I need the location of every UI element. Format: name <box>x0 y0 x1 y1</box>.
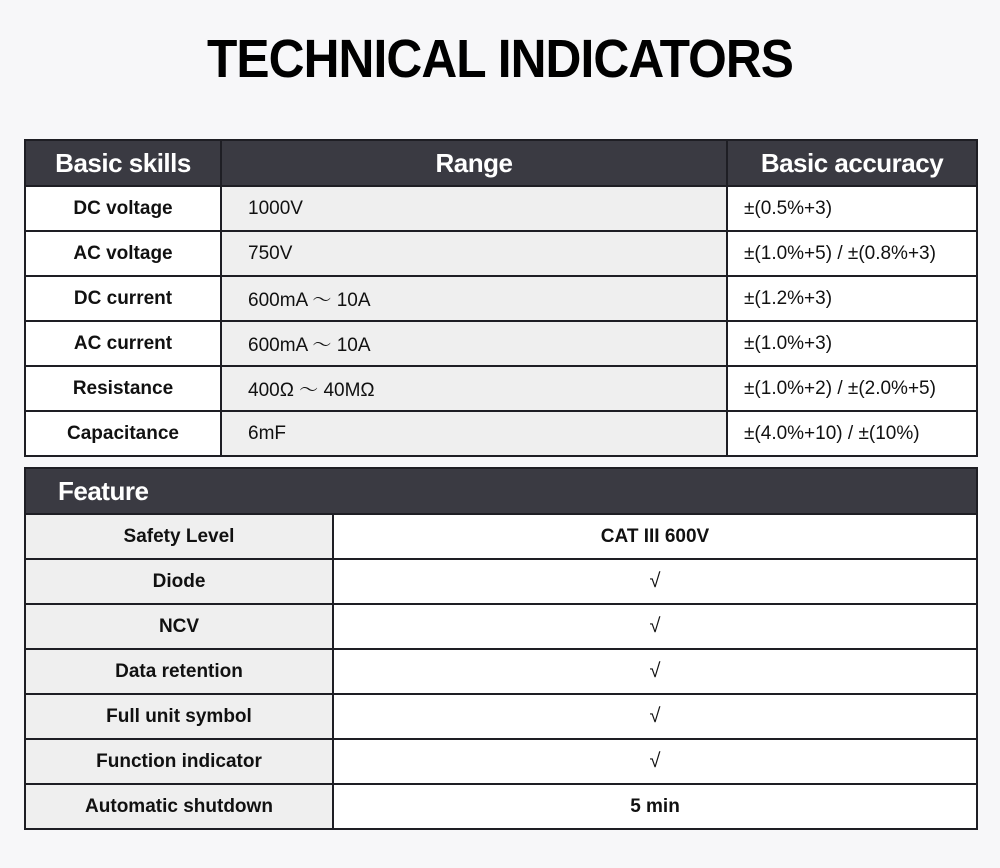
skill-cell: AC current <box>25 321 221 366</box>
feature-label: Automatic shutdown <box>25 784 333 829</box>
table-row <box>25 694 977 739</box>
features-table <box>24 467 978 830</box>
checkmark-icon: √ <box>333 694 977 739</box>
table-row <box>25 784 977 829</box>
feature-label: NCV <box>25 604 333 649</box>
checkmark-icon: √ <box>333 559 977 604</box>
table-row <box>25 231 977 276</box>
features-header-row <box>25 468 977 514</box>
accuracy-cell: ±(1.0%+5) / ±(0.8%+3) <box>727 231 977 276</box>
accuracy-cell: ±(4.0%+10) / ±(10%) <box>727 411 977 456</box>
specs-table <box>24 139 978 457</box>
checkmark-icon: √ <box>333 739 977 784</box>
range-cell: 1000V <box>221 186 727 231</box>
feature-value: CAT III 600V <box>333 514 977 559</box>
feature-label: Data retention <box>25 649 333 694</box>
feature-value: 5 min <box>333 784 977 829</box>
range-cell: 400Ω ～ 40MΩ <box>221 366 727 411</box>
table-row <box>25 321 977 366</box>
skill-cell: DC voltage <box>25 186 221 231</box>
table-row <box>25 559 977 604</box>
range-cell: 600mA ～ 10A <box>221 276 727 321</box>
table-row <box>25 366 977 411</box>
skill-cell: DC current <box>25 276 221 321</box>
checkmark-icon: √ <box>333 604 977 649</box>
table-row <box>25 411 977 456</box>
page-title: TECHNICAL INDICATORS <box>206 29 794 89</box>
table-row <box>25 186 977 231</box>
range-cell: 750V <box>221 231 727 276</box>
range-cell: 6mF <box>221 411 727 456</box>
accuracy-cell: ±(0.5%+3) <box>727 186 977 231</box>
range-cell: 600mA ～ 10A <box>221 321 727 366</box>
skill-cell: Resistance <box>25 366 221 411</box>
table-row <box>25 276 977 321</box>
header-range: Range <box>221 140 727 186</box>
skill-cell: Capacitance <box>25 411 221 456</box>
accuracy-cell: ±(1.0%+2) / ±(2.0%+5) <box>727 366 977 411</box>
feature-label: Safety Level <box>25 514 333 559</box>
skill-cell: AC voltage <box>25 231 221 276</box>
checkmark-icon: √ <box>333 649 977 694</box>
accuracy-cell: ±(1.0%+3) <box>727 321 977 366</box>
feature-label: Diode <box>25 559 333 604</box>
header-basic-accuracy: Basic accuracy <box>727 140 977 186</box>
feature-header: Feature <box>25 468 977 514</box>
accuracy-cell: ±(1.2%+3) <box>727 276 977 321</box>
feature-label: Full unit symbol <box>25 694 333 739</box>
feature-label: Function indicator <box>25 739 333 784</box>
table-row <box>25 739 977 784</box>
table-row <box>25 649 977 694</box>
table-row <box>25 604 977 649</box>
header-basic-skills: Basic skills <box>25 140 221 186</box>
specs-header-row <box>25 140 977 186</box>
table-row <box>25 514 977 559</box>
